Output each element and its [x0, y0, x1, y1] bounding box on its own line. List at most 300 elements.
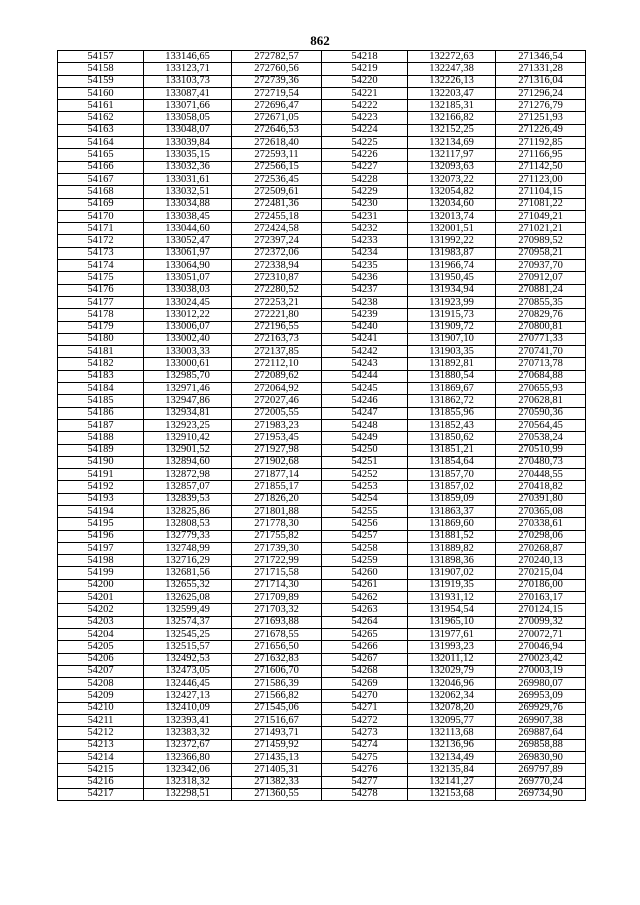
y-coordinate-cell: 272163,73 — [232, 333, 322, 345]
x-coordinate-cell: 131851,21 — [408, 444, 496, 456]
coordinates-table-body — [58, 51, 586, 801]
x-coordinate-cell: 132136,96 — [408, 739, 496, 751]
y-coordinate-cell: 269830,90 — [496, 751, 586, 763]
y-coordinate-cell: 271516,67 — [232, 715, 322, 727]
x-coordinate-cell: 132901,52 — [144, 444, 232, 456]
x-coordinate-cell: 133071,66 — [144, 100, 232, 112]
point-number-cell: 54196 — [58, 530, 144, 542]
y-coordinate-cell: 269929,76 — [496, 702, 586, 714]
y-coordinate-cell: 271566,82 — [232, 690, 322, 702]
x-coordinate-cell: 131857,70 — [408, 469, 496, 481]
x-coordinate-cell: 131983,87 — [408, 247, 496, 259]
point-number-cell: 54243 — [322, 358, 408, 370]
y-coordinate-cell: 271953,45 — [232, 432, 322, 444]
y-coordinate-cell: 272536,45 — [232, 173, 322, 185]
y-coordinate-cell: 271755,82 — [232, 530, 322, 542]
table-row — [58, 223, 586, 235]
point-number-cell: 54204 — [58, 628, 144, 640]
table-row — [58, 124, 586, 136]
page-number: 862 — [310, 33, 330, 48]
point-number-cell: 54178 — [58, 309, 144, 321]
point-number-cell: 54241 — [322, 333, 408, 345]
table-row — [58, 210, 586, 222]
point-number-cell: 54175 — [58, 272, 144, 284]
point-number-cell: 54226 — [322, 149, 408, 161]
y-coordinate-cell: 270046,94 — [496, 641, 586, 653]
y-coordinate-cell: 272646,53 — [232, 124, 322, 136]
y-coordinate-cell: 272509,61 — [232, 186, 322, 198]
table-row — [58, 567, 586, 579]
y-coordinate-cell: 271709,89 — [232, 592, 322, 604]
table-row — [58, 727, 586, 739]
point-number-cell: 54158 — [58, 63, 144, 75]
y-coordinate-cell: 271459,92 — [232, 739, 322, 751]
y-coordinate-cell: 271166,95 — [496, 149, 586, 161]
x-coordinate-cell: 132117,97 — [408, 149, 496, 161]
point-number-cell: 54195 — [58, 518, 144, 530]
y-coordinate-cell: 269907,38 — [496, 715, 586, 727]
y-coordinate-cell: 270855,35 — [496, 296, 586, 308]
x-coordinate-cell: 132134,49 — [408, 751, 496, 763]
x-coordinate-cell: 131992,22 — [408, 235, 496, 247]
x-coordinate-cell: 133003,33 — [144, 346, 232, 358]
x-coordinate-cell: 131907,10 — [408, 333, 496, 345]
x-coordinate-cell: 131859,09 — [408, 493, 496, 505]
y-coordinate-cell: 270099,32 — [496, 616, 586, 628]
table-row — [58, 530, 586, 542]
y-coordinate-cell: 271346,54 — [496, 51, 586, 63]
x-coordinate-cell: 132492,53 — [144, 653, 232, 665]
x-coordinate-cell: 131931,12 — [408, 592, 496, 604]
y-coordinate-cell: 270480,73 — [496, 456, 586, 468]
y-coordinate-cell: 272027,46 — [232, 395, 322, 407]
y-coordinate-cell: 270298,06 — [496, 530, 586, 542]
y-coordinate-cell: 271606,70 — [232, 665, 322, 677]
table-row — [58, 383, 586, 395]
point-number-cell: 54160 — [58, 87, 144, 99]
y-coordinate-cell: 271021,21 — [496, 223, 586, 235]
point-number-cell: 54167 — [58, 173, 144, 185]
y-coordinate-cell: 272397,24 — [232, 235, 322, 247]
point-number-cell: 54199 — [58, 567, 144, 579]
point-number-cell: 54177 — [58, 296, 144, 308]
point-number-cell: 54228 — [322, 173, 408, 185]
table-row — [58, 149, 586, 161]
table-row — [58, 604, 586, 616]
x-coordinate-cell: 132153,68 — [408, 788, 496, 800]
table-row — [58, 628, 586, 640]
y-coordinate-cell: 271586,39 — [232, 678, 322, 690]
y-coordinate-cell: 272696,47 — [232, 100, 322, 112]
y-coordinate-cell: 269797,89 — [496, 764, 586, 776]
y-coordinate-cell: 271715,58 — [232, 567, 322, 579]
table-row — [58, 518, 586, 530]
y-coordinate-cell: 272566,15 — [232, 161, 322, 173]
table-row — [58, 284, 586, 296]
point-number-cell: 54276 — [322, 764, 408, 776]
x-coordinate-cell: 132947,86 — [144, 395, 232, 407]
y-coordinate-cell: 271801,88 — [232, 505, 322, 517]
y-coordinate-cell: 271739,30 — [232, 542, 322, 554]
x-coordinate-cell: 132599,49 — [144, 604, 232, 616]
table-row — [58, 444, 586, 456]
x-coordinate-cell: 131855,96 — [408, 407, 496, 419]
x-coordinate-cell: 131934,94 — [408, 284, 496, 296]
point-number-cell: 54251 — [322, 456, 408, 468]
x-coordinate-cell: 132779,33 — [144, 530, 232, 542]
x-coordinate-cell: 131977,61 — [408, 628, 496, 640]
x-coordinate-cell: 131852,43 — [408, 419, 496, 431]
table-row — [58, 542, 586, 554]
point-number-cell: 54176 — [58, 284, 144, 296]
x-coordinate-cell: 133048,07 — [144, 124, 232, 136]
point-number-cell: 54173 — [58, 247, 144, 259]
x-coordinate-cell: 133044,60 — [144, 223, 232, 235]
table-row — [58, 235, 586, 247]
x-coordinate-cell: 131923,99 — [408, 296, 496, 308]
y-coordinate-cell: 271545,06 — [232, 702, 322, 714]
x-coordinate-cell: 132001,51 — [408, 223, 496, 235]
x-coordinate-cell: 132446,45 — [144, 678, 232, 690]
y-coordinate-cell: 271405,31 — [232, 764, 322, 776]
table-row — [58, 173, 586, 185]
x-coordinate-cell: 132372,67 — [144, 739, 232, 751]
point-number-cell: 54163 — [58, 124, 144, 136]
x-coordinate-cell: 132073,22 — [408, 173, 496, 185]
point-number-cell: 54274 — [322, 739, 408, 751]
x-coordinate-cell: 132141,27 — [408, 776, 496, 788]
x-coordinate-cell: 131993,23 — [408, 641, 496, 653]
y-coordinate-cell: 270003,19 — [496, 665, 586, 677]
y-coordinate-cell: 271226,49 — [496, 124, 586, 136]
x-coordinate-cell: 131954,54 — [408, 604, 496, 616]
y-coordinate-cell: 269858,88 — [496, 739, 586, 751]
y-coordinate-cell: 270937,70 — [496, 260, 586, 272]
table-row — [58, 641, 586, 653]
x-coordinate-cell: 132934,81 — [144, 407, 232, 419]
y-coordinate-cell: 272671,05 — [232, 112, 322, 124]
y-coordinate-cell: 270989,52 — [496, 235, 586, 247]
point-number-cell: 54187 — [58, 419, 144, 431]
y-coordinate-cell: 270684,88 — [496, 370, 586, 382]
y-coordinate-cell: 271703,32 — [232, 604, 322, 616]
point-number-cell: 54220 — [322, 75, 408, 87]
y-coordinate-cell: 271826,20 — [232, 493, 322, 505]
point-number-cell: 54225 — [322, 137, 408, 149]
table-row — [58, 751, 586, 763]
x-coordinate-cell: 132226,13 — [408, 75, 496, 87]
point-number-cell: 54162 — [58, 112, 144, 124]
table-row — [58, 161, 586, 173]
table-row — [58, 100, 586, 112]
point-number-cell: 54164 — [58, 137, 144, 149]
y-coordinate-cell: 270628,81 — [496, 395, 586, 407]
y-coordinate-cell: 269734,90 — [496, 788, 586, 800]
x-coordinate-cell: 132166,82 — [408, 112, 496, 124]
x-coordinate-cell: 132427,13 — [144, 690, 232, 702]
point-number-cell: 54189 — [58, 444, 144, 456]
y-coordinate-cell: 271714,30 — [232, 579, 322, 591]
point-number-cell: 54242 — [322, 346, 408, 358]
y-coordinate-cell: 271142,50 — [496, 161, 586, 173]
y-coordinate-cell: 271656,50 — [232, 641, 322, 653]
table-row — [58, 87, 586, 99]
x-coordinate-cell: 131881,52 — [408, 530, 496, 542]
x-coordinate-cell: 132748,99 — [144, 542, 232, 554]
y-coordinate-cell: 271049,21 — [496, 210, 586, 222]
y-coordinate-cell: 271104,15 — [496, 186, 586, 198]
table-row — [58, 493, 586, 505]
point-number-cell: 54222 — [322, 100, 408, 112]
y-coordinate-cell: 270365,08 — [496, 505, 586, 517]
table-row — [58, 665, 586, 677]
point-number-cell: 54170 — [58, 210, 144, 222]
y-coordinate-cell: 270391,80 — [496, 493, 586, 505]
point-number-cell: 54263 — [322, 604, 408, 616]
point-number-cell: 54161 — [58, 100, 144, 112]
x-coordinate-cell: 131892,81 — [408, 358, 496, 370]
y-coordinate-cell: 271276,79 — [496, 100, 586, 112]
point-number-cell: 54227 — [322, 161, 408, 173]
point-number-cell: 54253 — [322, 481, 408, 493]
x-coordinate-cell: 132078,20 — [408, 702, 496, 714]
x-coordinate-cell: 131950,45 — [408, 272, 496, 284]
table-row — [58, 456, 586, 468]
x-coordinate-cell: 132515,57 — [144, 641, 232, 653]
x-coordinate-cell: 133000,61 — [144, 358, 232, 370]
point-number-cell: 54256 — [322, 518, 408, 530]
table-row — [58, 358, 586, 370]
x-coordinate-cell: 131863,37 — [408, 505, 496, 517]
table-row — [58, 137, 586, 149]
x-coordinate-cell: 131965,10 — [408, 616, 496, 628]
x-coordinate-cell: 132029,79 — [408, 665, 496, 677]
y-coordinate-cell: 272481,36 — [232, 198, 322, 210]
x-coordinate-cell: 132872,98 — [144, 469, 232, 481]
y-coordinate-cell: 270829,76 — [496, 309, 586, 321]
y-coordinate-cell: 271081,22 — [496, 198, 586, 210]
x-coordinate-cell: 132410,09 — [144, 702, 232, 714]
point-number-cell: 54198 — [58, 555, 144, 567]
x-coordinate-cell: 132093,63 — [408, 161, 496, 173]
x-coordinate-cell: 132318,32 — [144, 776, 232, 788]
table-row — [58, 690, 586, 702]
x-coordinate-cell: 132135,84 — [408, 764, 496, 776]
x-coordinate-cell: 133032,51 — [144, 186, 232, 198]
table-row — [58, 260, 586, 272]
point-number-cell: 54205 — [58, 641, 144, 653]
table-row — [58, 702, 586, 714]
y-coordinate-cell: 272455,18 — [232, 210, 322, 222]
point-number-cell: 54266 — [322, 641, 408, 653]
x-coordinate-cell: 132366,80 — [144, 751, 232, 763]
table-row — [58, 788, 586, 800]
y-coordinate-cell: 271192,85 — [496, 137, 586, 149]
table-row — [58, 333, 586, 345]
point-number-cell: 54238 — [322, 296, 408, 308]
y-coordinate-cell: 270564,45 — [496, 419, 586, 431]
point-number-cell: 54268 — [322, 665, 408, 677]
x-coordinate-cell: 132054,82 — [408, 186, 496, 198]
table-row — [58, 419, 586, 431]
table-row — [58, 186, 586, 198]
y-coordinate-cell: 271693,88 — [232, 616, 322, 628]
x-coordinate-cell: 132985,70 — [144, 370, 232, 382]
y-coordinate-cell: 271927,98 — [232, 444, 322, 456]
x-coordinate-cell: 131880,54 — [408, 370, 496, 382]
point-number-cell: 54239 — [322, 309, 408, 321]
table-row — [58, 678, 586, 690]
y-coordinate-cell: 271632,83 — [232, 653, 322, 665]
x-coordinate-cell: 132625,08 — [144, 592, 232, 604]
point-number-cell: 54188 — [58, 432, 144, 444]
x-coordinate-cell: 132185,31 — [408, 100, 496, 112]
point-number-cell: 54267 — [322, 653, 408, 665]
x-coordinate-cell: 132203,47 — [408, 87, 496, 99]
point-number-cell: 54271 — [322, 702, 408, 714]
y-coordinate-cell: 269953,09 — [496, 690, 586, 702]
point-number-cell: 54181 — [58, 346, 144, 358]
point-number-cell: 54190 — [58, 456, 144, 468]
x-coordinate-cell: 132857,07 — [144, 481, 232, 493]
y-coordinate-cell: 270240,13 — [496, 555, 586, 567]
point-number-cell: 54221 — [322, 87, 408, 99]
point-number-cell: 54255 — [322, 505, 408, 517]
x-coordinate-cell: 131869,60 — [408, 518, 496, 530]
x-coordinate-cell: 131919,35 — [408, 579, 496, 591]
point-number-cell: 54197 — [58, 542, 144, 554]
y-coordinate-cell: 272372,06 — [232, 247, 322, 259]
point-number-cell: 54249 — [322, 432, 408, 444]
table-row — [58, 198, 586, 210]
x-coordinate-cell: 132095,77 — [408, 715, 496, 727]
point-number-cell: 54265 — [322, 628, 408, 640]
x-coordinate-cell: 132134,69 — [408, 137, 496, 149]
table-row — [58, 579, 586, 591]
x-coordinate-cell: 133061,97 — [144, 247, 232, 259]
point-number-cell: 54229 — [322, 186, 408, 198]
point-number-cell: 54252 — [322, 469, 408, 481]
x-coordinate-cell: 131869,67 — [408, 383, 496, 395]
point-number-cell: 54254 — [322, 493, 408, 505]
point-number-cell: 54257 — [322, 530, 408, 542]
point-number-cell: 54262 — [322, 592, 408, 604]
x-coordinate-cell: 133039,84 — [144, 137, 232, 149]
point-number-cell: 54182 — [58, 358, 144, 370]
point-number-cell: 54224 — [322, 124, 408, 136]
x-coordinate-cell: 132839,53 — [144, 493, 232, 505]
x-coordinate-cell: 132013,74 — [408, 210, 496, 222]
point-number-cell: 54193 — [58, 493, 144, 505]
y-coordinate-cell: 269887,64 — [496, 727, 586, 739]
x-coordinate-cell: 133035,15 — [144, 149, 232, 161]
y-coordinate-cell: 270418,82 — [496, 481, 586, 493]
table-row — [58, 739, 586, 751]
x-coordinate-cell: 131915,73 — [408, 309, 496, 321]
y-coordinate-cell: 272424,58 — [232, 223, 322, 235]
table-row — [58, 309, 586, 321]
point-number-cell: 54210 — [58, 702, 144, 714]
y-coordinate-cell: 271123,00 — [496, 173, 586, 185]
table-row — [58, 51, 586, 63]
x-coordinate-cell: 132247,38 — [408, 63, 496, 75]
y-coordinate-cell: 271360,55 — [232, 788, 322, 800]
x-coordinate-cell: 132298,51 — [144, 788, 232, 800]
point-number-cell: 54212 — [58, 727, 144, 739]
y-coordinate-cell: 272005,55 — [232, 407, 322, 419]
x-coordinate-cell: 133058,05 — [144, 112, 232, 124]
y-coordinate-cell: 271493,71 — [232, 727, 322, 739]
point-number-cell: 54172 — [58, 235, 144, 247]
point-number-cell: 54206 — [58, 653, 144, 665]
point-number-cell: 54185 — [58, 395, 144, 407]
x-coordinate-cell: 132808,53 — [144, 518, 232, 530]
y-coordinate-cell: 270771,33 — [496, 333, 586, 345]
y-coordinate-cell: 270538,24 — [496, 432, 586, 444]
y-coordinate-cell: 270186,00 — [496, 579, 586, 591]
y-coordinate-cell: 271983,23 — [232, 419, 322, 431]
table-row — [58, 112, 586, 124]
x-coordinate-cell: 131909,72 — [408, 321, 496, 333]
point-number-cell: 54248 — [322, 419, 408, 431]
y-coordinate-cell: 270448,55 — [496, 469, 586, 481]
y-coordinate-cell: 272196,55 — [232, 321, 322, 333]
point-number-cell: 54166 — [58, 161, 144, 173]
point-number-cell: 54278 — [322, 788, 408, 800]
y-coordinate-cell: 271382,33 — [232, 776, 322, 788]
y-coordinate-cell: 272739,36 — [232, 75, 322, 87]
x-coordinate-cell: 132113,68 — [408, 727, 496, 739]
y-coordinate-cell: 270338,61 — [496, 518, 586, 530]
x-coordinate-cell: 132910,42 — [144, 432, 232, 444]
point-number-cell: 54217 — [58, 788, 144, 800]
point-number-cell: 54216 — [58, 776, 144, 788]
point-number-cell: 54184 — [58, 383, 144, 395]
y-coordinate-cell: 272310,87 — [232, 272, 322, 284]
x-coordinate-cell: 133103,73 — [144, 75, 232, 87]
y-coordinate-cell: 270023,42 — [496, 653, 586, 665]
point-number-cell: 54230 — [322, 198, 408, 210]
point-number-cell: 54269 — [322, 678, 408, 690]
point-number-cell: 54165 — [58, 149, 144, 161]
y-coordinate-cell: 270912,07 — [496, 272, 586, 284]
point-number-cell: 54215 — [58, 764, 144, 776]
table-row — [58, 346, 586, 358]
point-number-cell: 54203 — [58, 616, 144, 628]
y-coordinate-cell: 272760,56 — [232, 63, 322, 75]
point-number-cell: 54219 — [322, 63, 408, 75]
point-number-cell: 54157 — [58, 51, 144, 63]
x-coordinate-cell: 131889,82 — [408, 542, 496, 554]
y-coordinate-cell: 270655,93 — [496, 383, 586, 395]
x-coordinate-cell: 133064,90 — [144, 260, 232, 272]
x-coordinate-cell: 133031,61 — [144, 173, 232, 185]
y-coordinate-cell: 270072,71 — [496, 628, 586, 640]
x-coordinate-cell: 133038,45 — [144, 210, 232, 222]
x-coordinate-cell: 133052,47 — [144, 235, 232, 247]
x-coordinate-cell: 132574,37 — [144, 616, 232, 628]
y-coordinate-cell: 272719,54 — [232, 87, 322, 99]
table-row — [58, 63, 586, 75]
point-number-cell: 54240 — [322, 321, 408, 333]
x-coordinate-cell: 133038,03 — [144, 284, 232, 296]
y-coordinate-cell: 272338,94 — [232, 260, 322, 272]
point-number-cell: 54194 — [58, 505, 144, 517]
y-coordinate-cell: 272253,21 — [232, 296, 322, 308]
x-coordinate-cell: 132894,60 — [144, 456, 232, 468]
y-coordinate-cell: 271855,17 — [232, 481, 322, 493]
x-coordinate-cell: 133051,07 — [144, 272, 232, 284]
